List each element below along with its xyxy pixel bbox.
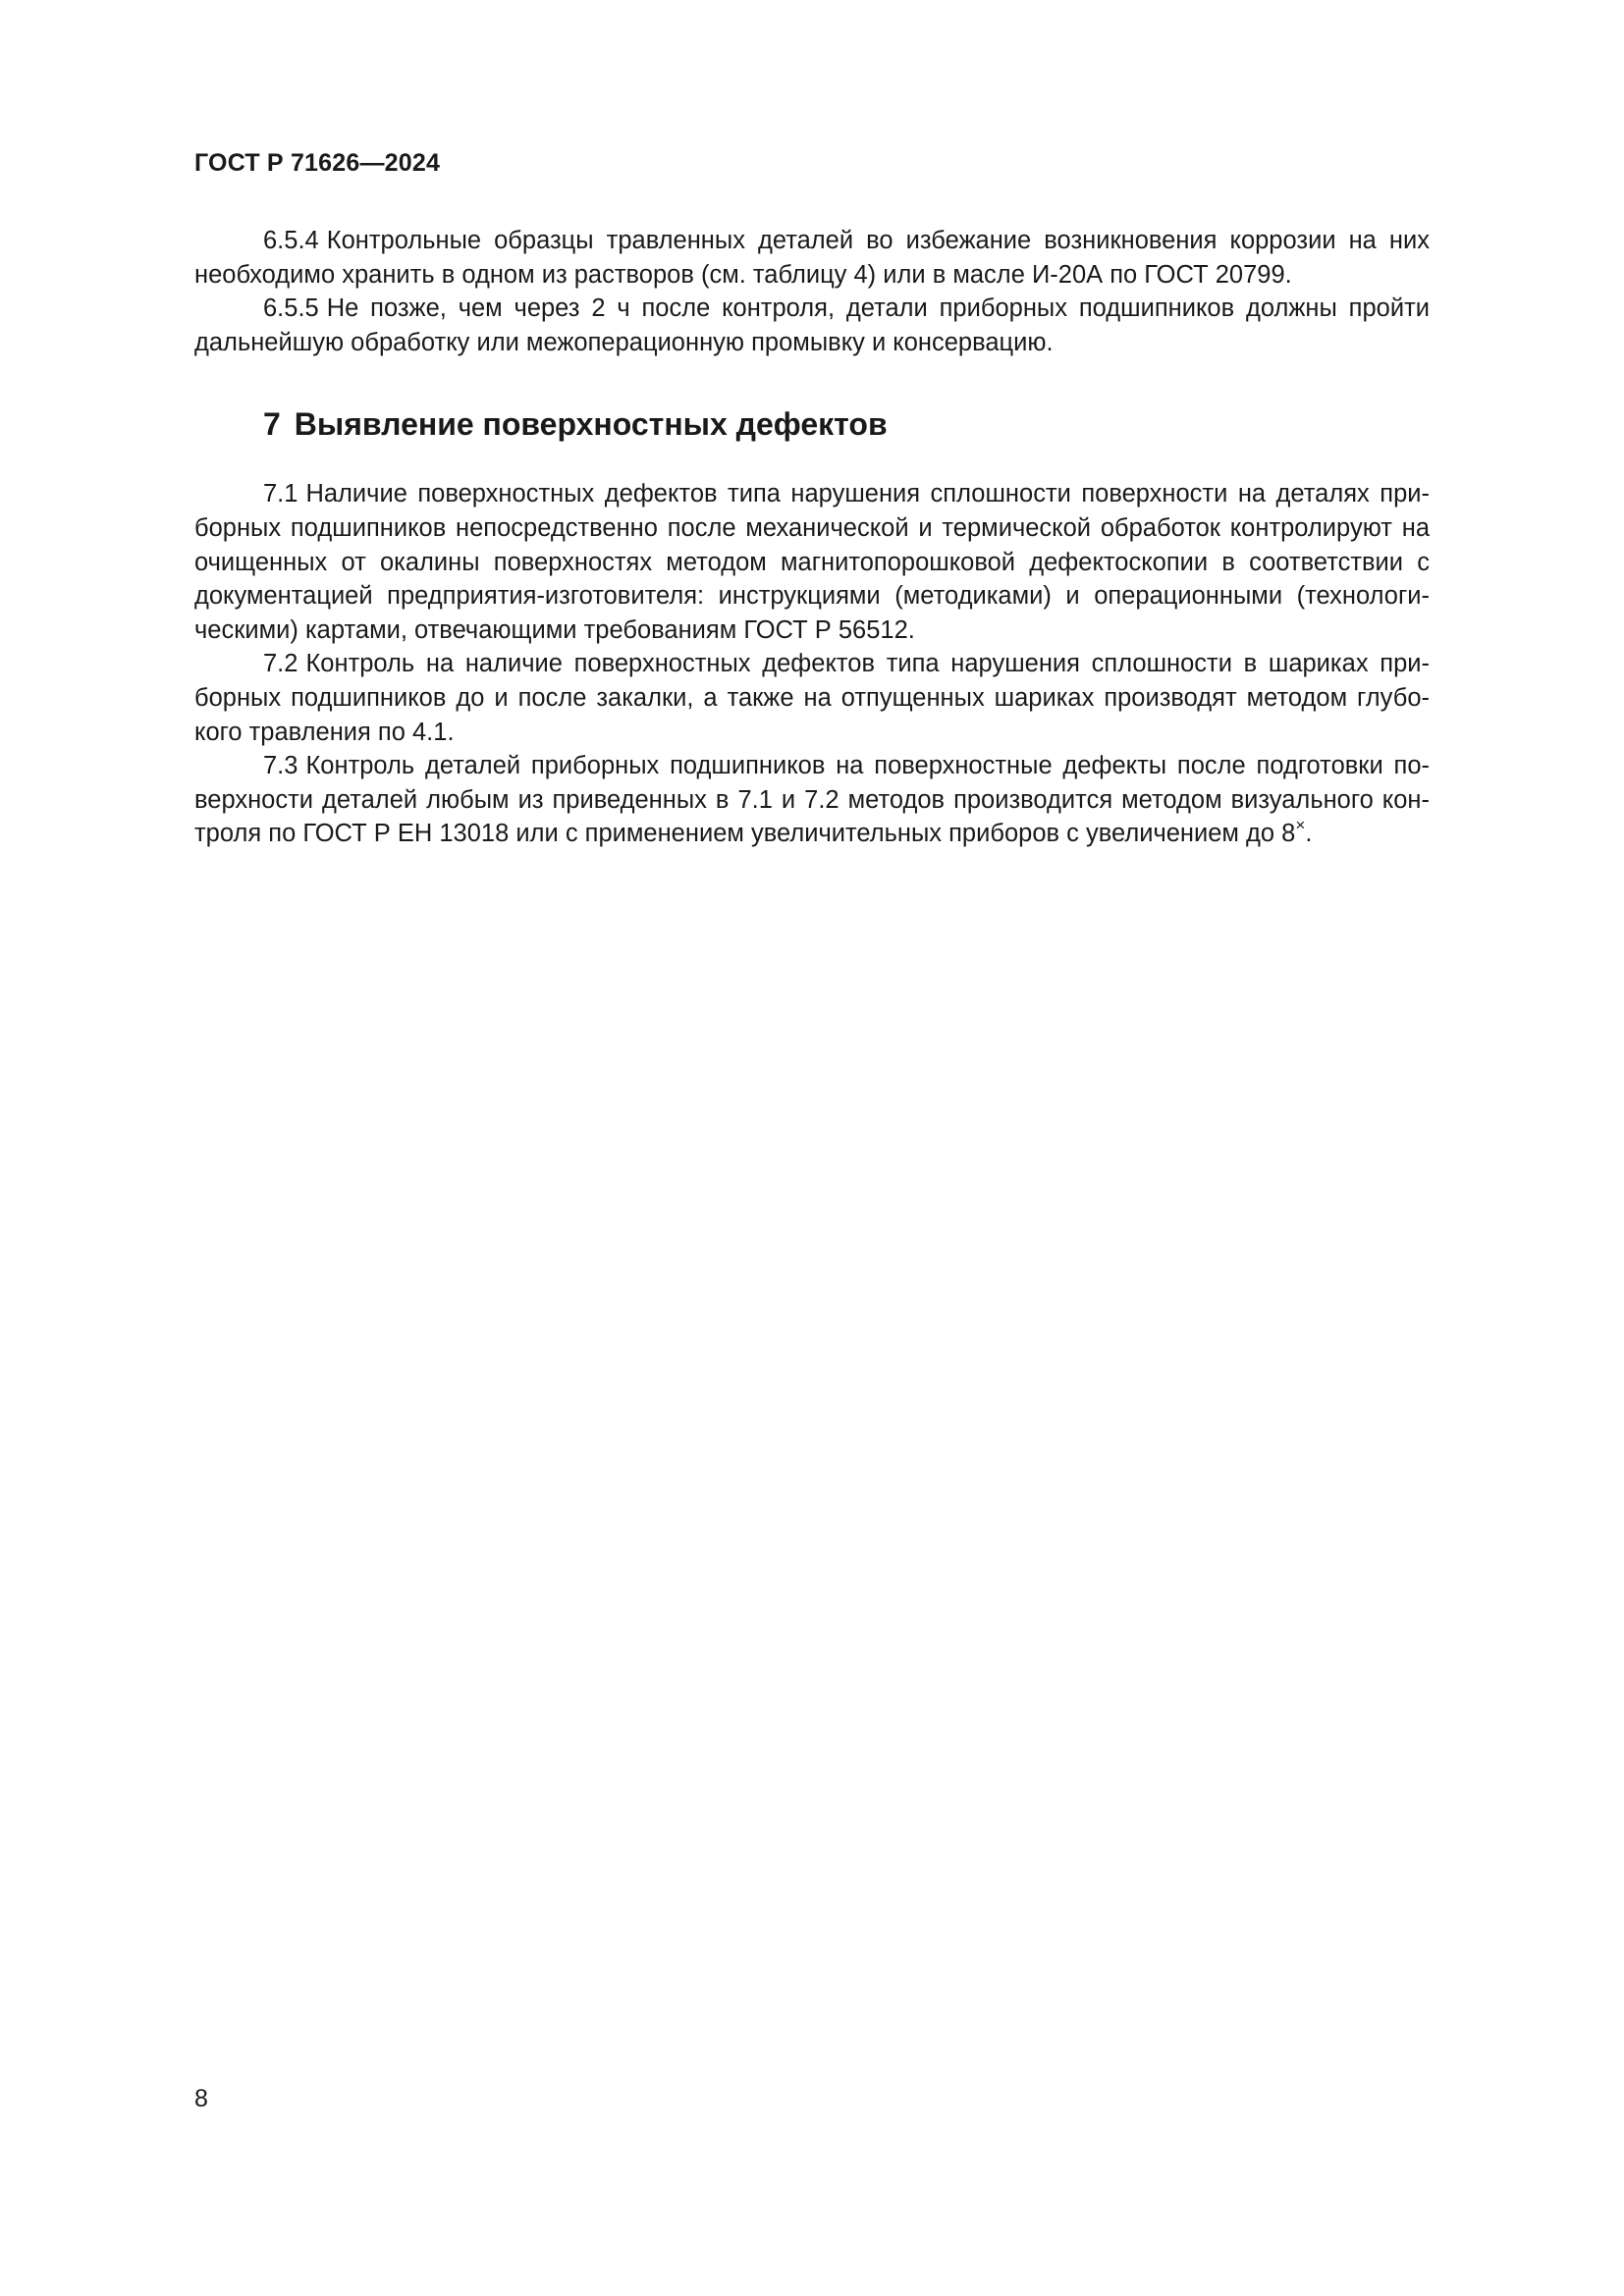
paragraph-7-3 (194, 749, 1430, 851)
paragraph-text: Контроль деталей приборных подшипников на поверхностные дефекты после подготовки поверхности деталей любым из приведенных в 7.1 и 7.2 методов производится методом визуального контроля по ГОСТ Р ЕН 13018 или с применением увеличительных приборов с увеличением до 8 (194, 752, 1430, 848)
paragraph-6-5-5 (194, 292, 1430, 359)
paragraph-number: 6.5.4 (263, 227, 319, 254)
paragraph-6-5-4 (194, 224, 1430, 292)
paragraph-7-2 (194, 647, 1430, 749)
page-content (194, 224, 1430, 851)
paragraph-number: 6.5.5 (263, 294, 319, 323)
paragraph-text: Наличие поверхностных дефектов типа нарушения сплошности поверхности на деталях приборных подшипников непосредственно после механической и термической обработок контролируют на очищенных от окалины поверхностях методом магнитопорошковой дефектоскопии в соответствии с документацией предприятия-изготовителя: инструкциями (методиками) и операционными (технологическими) картами, отвечающими требованиям ГОСТ Р 56512. (194, 480, 1430, 644)
magnification-superscript: × (1295, 816, 1306, 835)
paragraph-number: 7.3 (263, 752, 298, 780)
section-title: Выявление поверхностных дефектов (294, 406, 888, 443)
document-header: ГОСТ Р 71626—2024 (194, 149, 441, 177)
paragraph-text: Контрольные образцы травленных деталей во избежание возникновения коррозии на них необходимо хранить в одном из растворов (см. таблицу 4) или в масле И-20А по ГОСТ 20799. (194, 227, 1430, 289)
section-7-heading (263, 404, 1430, 444)
paragraph-number: 7.1 (263, 480, 298, 508)
section-number: 7 (263, 406, 281, 443)
paragraph-number: 7.2 (263, 650, 298, 678)
paragraph-tail: . (1305, 820, 1313, 848)
page-number: 8 (194, 2085, 208, 2112)
paragraph-text: Не позже, чем через 2 ч после контроля, детали приборных подшипников должны пройти дальнейшую обработку или межоперационную промывку и консервацию. (194, 294, 1430, 356)
paragraph-7-1 (194, 477, 1430, 647)
paragraph-text: Контроль на наличие поверхностных дефектов типа нарушения сплошности в шариках приборных подшипников до и после закалки, а также на отпущенных шариках производят методом глубокого травления по 4.1. (194, 650, 1430, 746)
